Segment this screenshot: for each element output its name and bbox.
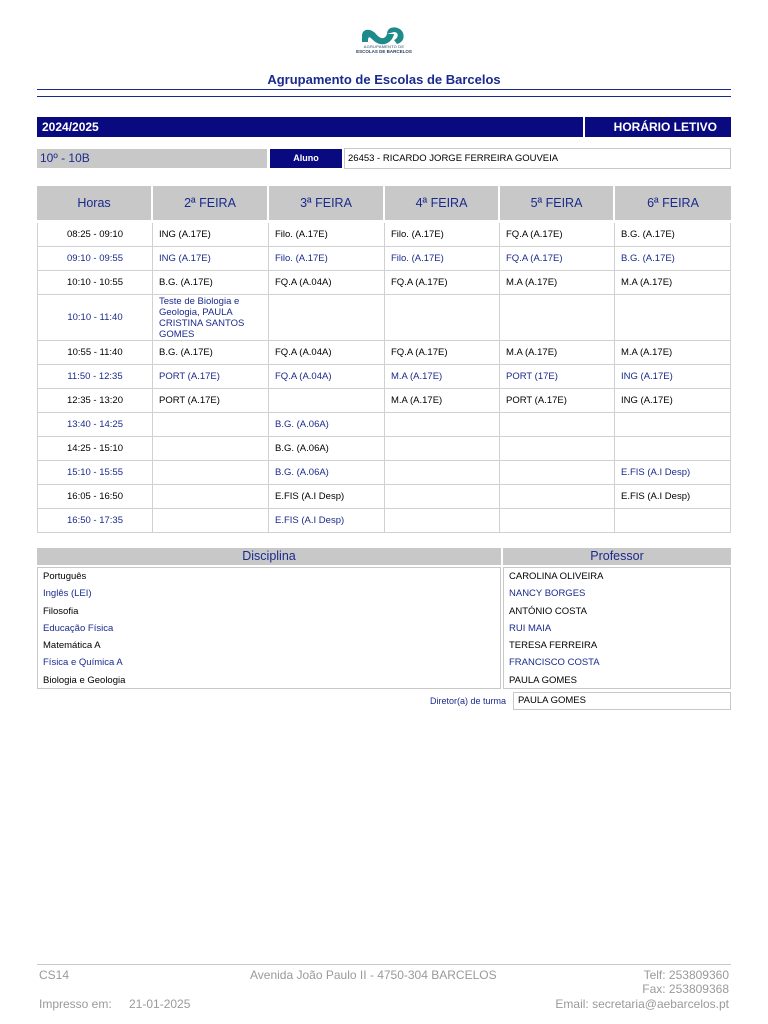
lesson-cell [153,485,269,509]
lesson-cell [153,461,269,485]
lesson-cell: PORT (A.17E) [500,389,615,413]
subject-item: Português [43,571,87,582]
lesson-cell: M.A (A.17E) [615,341,731,365]
lesson-cell: E.FIS (A.I Desp) [615,461,731,485]
lesson-cell [500,413,615,437]
table-row [37,461,731,485]
lesson-cell: Filo. (A.17E) [269,247,385,271]
time-cell: 16:05 - 16:50 [37,485,153,509]
lesson-cell: FQ.A (A.04A) [269,365,385,389]
lesson-cell [385,509,500,533]
teacher-item: RUI MAIA [509,622,552,634]
header-tuesday: 3ª FEIRA [269,186,385,220]
subject-list [37,567,501,689]
table-row [37,223,731,247]
class-director-name: PAULA GOMES [513,692,731,710]
footer-code: CS14 [39,968,70,982]
logo-text-line2: ESCOLAS DE BARCELOS [356,49,412,54]
lesson-cell: B.G. (A.17E) [153,271,269,295]
lesson-cell: B.G. (A.17E) [615,247,731,271]
student-label: Aluno [270,149,342,168]
teacher-item: NANCY BORGES [509,588,586,600]
divider [37,89,731,90]
header-friday: 6ª FEIRA [615,186,731,220]
footer-phone: Telf: 253809360 [643,968,729,982]
lesson-cell: Filo. (A.17E) [385,223,500,247]
time-cell: 16:50 - 17:35 [37,509,153,533]
lesson-cell: B.G. (A.06A) [269,413,385,437]
subject-item: Filosofia [43,605,79,617]
time-cell: 13:40 - 14:25 [37,413,153,437]
lesson-cell: E.FIS (A.I Desp) [269,509,385,533]
teacher-header: Professor [503,548,731,565]
lesson-cell: B.G. (A.17E) [615,223,731,247]
lesson-cell: PORT (17E) [500,365,615,389]
lesson-cell: Filo. (A.17E) [269,223,385,247]
lesson-cell [385,485,500,509]
lesson-cell: ING (A.17E) [615,389,731,413]
lesson-cell: FQ.A (A.17E) [500,247,615,271]
lesson-cell [153,437,269,461]
subject-item: Educação Física [43,622,114,634]
lesson-cell: M.A (A.17E) [500,341,615,365]
header-wednesday: 4ª FEIRA [385,186,500,220]
table-row [37,389,731,413]
lesson-cell: B.G. (A.17E) [153,341,269,365]
lesson-cell: FQ.A (A.17E) [385,341,500,365]
header-hours: Horas [37,186,153,220]
teacher-item: FRANCISCO COSTA [509,657,600,669]
lesson-cell [500,437,615,461]
time-cell: 15:10 - 15:55 [37,461,153,485]
table-row [37,437,731,461]
lesson-cell [615,437,731,461]
lesson-cell: M.A (A.17E) [615,271,731,295]
time-cell: 08:25 - 09:10 [37,223,153,247]
subject-item: Física e Química A [43,657,123,669]
lesson-cell [269,295,385,341]
table-row [37,413,731,437]
footer-printed-label: Impresso em: [39,997,112,1011]
header-thursday: 5ª FEIRA [500,186,615,220]
lesson-cell: M.A (A.17E) [385,365,500,389]
teacher-item: ANTÓNIO COSTA [509,605,587,617]
lesson-cell [385,437,500,461]
lesson-cell [500,485,615,509]
lesson-cell: Teste de Biologia e Geologia, PAULA CRISTINA SANTOS GOMES [153,295,269,341]
table-row [37,341,731,365]
subject-item: Matemática A [43,640,101,652]
lesson-cell: E.FIS (A.I Desp) [615,485,731,509]
table-row [37,271,731,295]
class-name: 10º - 10B [37,149,267,168]
time-cell: 10:55 - 11:40 [37,341,153,365]
time-cell: 14:25 - 15:10 [37,437,153,461]
table-row [37,365,731,389]
lesson-cell [500,461,615,485]
lesson-cell [385,295,500,341]
subject-item: Inglês (LEI) [43,588,92,600]
class-director-label: Diretor(a) de turma [429,696,506,706]
time-cell: 11:50 - 12:35 [37,365,153,389]
lesson-cell [615,509,731,533]
lesson-cell [615,413,731,437]
schedule-table [37,186,731,533]
lesson-cell: ING (A.17E) [153,247,269,271]
lesson-cell: ING (A.17E) [615,365,731,389]
lesson-cell: FQ.A (A.04A) [269,341,385,365]
footer-address: Avenida João Paulo II - 4750-304 BARCELOS [250,968,497,982]
lesson-cell: E.FIS (A.I Desp) [269,485,385,509]
subject-header: Disciplina [37,548,501,565]
teacher-list [503,567,731,689]
lesson-cell: B.G. (A.06A) [269,461,385,485]
teacher-item: CAROLINA OLIVEIRA [509,571,604,582]
student-name: 26453 - RICARDO JORGE FERREIRA GOUVEIA [344,148,731,169]
time-cell: 10:10 - 11:40 [37,295,153,341]
teacher-item: TERESA FERREIRA [509,640,598,652]
footer-printed-date: 21-01-2025 [129,997,191,1011]
lesson-cell: FQ.A (A.17E) [385,271,500,295]
time-cell: 09:10 - 09:55 [37,247,153,271]
time-cell: 10:10 - 10:55 [37,271,153,295]
lesson-cell: B.G. (A.06A) [269,437,385,461]
lesson-cell: PORT (A.17E) [153,365,269,389]
school-year: 2024/2025 [37,117,583,137]
lesson-cell: M.A (A.17E) [500,271,615,295]
lesson-cell [153,413,269,437]
lesson-cell [500,295,615,341]
lesson-cell: ING (A.17E) [153,223,269,247]
lesson-cell [500,509,615,533]
footer-divider [37,964,731,965]
lesson-cell [615,295,731,341]
lesson-cell [385,413,500,437]
footer-fax: Fax: 253809368 [642,982,729,996]
logo-text-line1: AGRUPAMENTO DE [363,44,405,49]
footer-email: Email: secretaria@aebarcelos.pt [555,997,729,1011]
school-title: Agrupamento de Escolas de Barcelos [267,72,501,87]
lesson-cell [269,389,385,413]
lesson-cell: FQ.A (A.17E) [500,223,615,247]
lesson-cell: Filo. (A.17E) [385,247,500,271]
teacher-item: PAULA GOMES [509,674,577,686]
lesson-cell [385,461,500,485]
table-row [37,247,731,271]
lesson-cell: PORT (A.17E) [153,389,269,413]
divider [37,96,731,97]
header-monday: 2ª FEIRA [153,186,269,220]
lesson-cell: M.A (A.17E) [385,389,500,413]
time-cell: 12:35 - 13:20 [37,389,153,413]
lesson-cell: FQ.A (A.04A) [269,271,385,295]
schedule-type: HORÁRIO LETIVO [585,117,731,137]
table-row [37,509,731,533]
lesson-cell [153,509,269,533]
subject-item: Biologia e Geologia [43,674,126,686]
table-row [37,295,731,341]
table-row [37,485,731,509]
